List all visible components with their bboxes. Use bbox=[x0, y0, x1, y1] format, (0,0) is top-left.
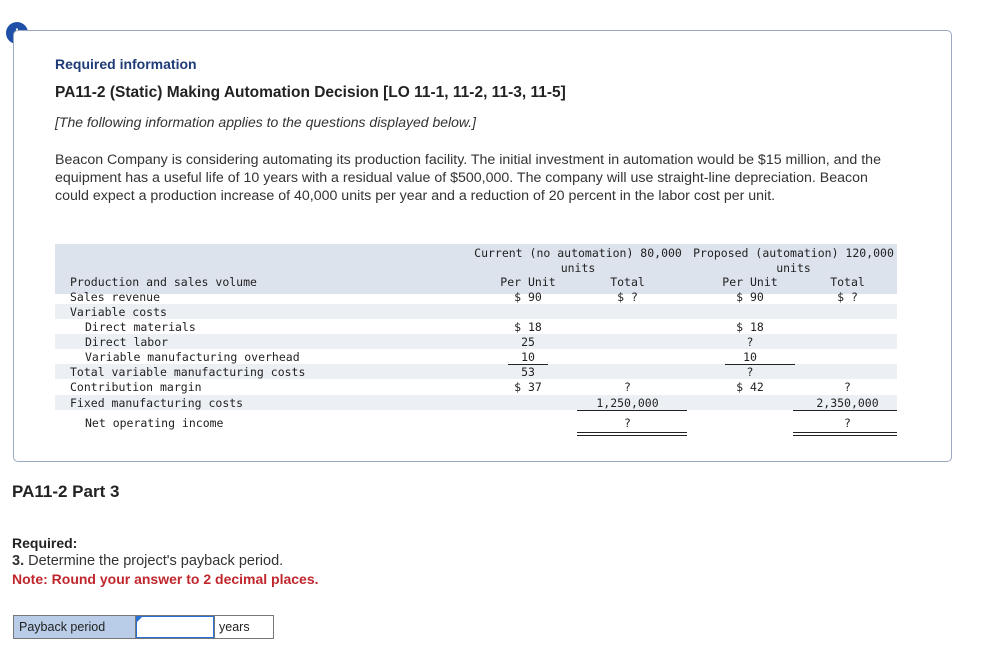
double-underline bbox=[577, 432, 687, 436]
vmo-current-per-unit: 10 bbox=[521, 350, 535, 364]
tvc-current-per-unit: 53 bbox=[521, 365, 535, 379]
row-label-net-operating-income: Net operating income bbox=[85, 416, 224, 430]
row-stripe bbox=[55, 304, 897, 319]
dm-proposed-per-unit: $ 18 bbox=[736, 320, 764, 334]
cm-proposed-total: ? bbox=[844, 380, 851, 394]
row-label-direct-labor: Direct labor bbox=[85, 335, 169, 349]
current-total-header: Total bbox=[610, 275, 645, 289]
required-info-heading: Required information bbox=[55, 56, 197, 72]
row-label-variable-overhead: Variable manufacturing overhead bbox=[85, 350, 300, 364]
sales-current-per-unit: $ 90 bbox=[514, 290, 542, 304]
proposed-per-unit-header: Per Unit bbox=[722, 275, 778, 289]
payback-period-input[interactable] bbox=[136, 616, 214, 638]
cm-current-total: ? bbox=[624, 380, 631, 394]
vmo-proposed-per-unit: 10 bbox=[743, 350, 757, 364]
fmc-proposed-total: 2,350,000 bbox=[816, 396, 879, 410]
payback-period-label: Payback period bbox=[14, 616, 136, 638]
dl-proposed-per-unit: ? bbox=[746, 335, 754, 349]
current-column-header: Current (no automation) 80,000 units bbox=[474, 246, 682, 275]
question-text: Determine the project's payback period. bbox=[28, 553, 284, 569]
current-per-unit-header: Per Unit bbox=[500, 275, 556, 289]
rounding-note: Note: Round your answer to 2 decimal places. bbox=[12, 571, 319, 587]
row-label-fixed-costs: Fixed manufacturing costs bbox=[70, 396, 244, 410]
input-flag-icon bbox=[136, 617, 142, 623]
noi-proposed-total: ? bbox=[844, 416, 851, 430]
answer-row bbox=[13, 615, 274, 639]
row-label-direct-materials: Direct materials bbox=[85, 320, 196, 334]
applies-note: [The following information applies to the questions displayed below.] bbox=[55, 114, 477, 130]
dl-current-per-unit: 25 bbox=[521, 335, 535, 349]
dm-current-per-unit: $ 18 bbox=[514, 320, 542, 334]
sales-proposed-per-unit: $ 90 bbox=[736, 290, 764, 304]
question-3 bbox=[12, 553, 283, 569]
noi-current-total: ? bbox=[624, 416, 631, 430]
double-underline bbox=[793, 432, 897, 436]
row-label-sales: Sales revenue bbox=[70, 290, 161, 304]
total-underline bbox=[793, 410, 897, 411]
cm-proposed-per-unit: $ 42 bbox=[736, 380, 764, 394]
sales-current-total: $ ? bbox=[617, 290, 638, 304]
sales-proposed-total: $ ? bbox=[837, 290, 858, 304]
proposed-total-header: Total bbox=[830, 275, 865, 289]
problem-intro: Beacon Company is considering automating its production facility. The initial investment in automation would be $15 million, and the equipment has a useful life of 10 years with a residual value of $500,000. The company will use straight-line depreciation. Beacon could expect a production increase of 40,000 units per year and a reduction of 20 percent in the labor cost per unit. bbox=[55, 152, 881, 204]
income-statement-table bbox=[55, 244, 897, 439]
row-label-volume: Production and sales volume bbox=[70, 275, 257, 289]
payback-period-unit: years bbox=[214, 616, 273, 638]
total-underline bbox=[577, 410, 687, 411]
proposed-column-header: Proposed (automation) 120,000 units bbox=[693, 246, 894, 275]
row-label-variable-costs: Variable costs bbox=[70, 305, 167, 319]
problem-title: PA11-2 (Static) Making Automation Decision [LO 11-1, 11-2, 11-3, 11-5] bbox=[55, 84, 566, 101]
required-label: Required: bbox=[12, 535, 78, 551]
tvc-proposed-per-unit: ? bbox=[746, 365, 754, 379]
row-label-contribution-margin: Contribution margin bbox=[70, 380, 202, 394]
row-label-total-variable-costs: Total variable manufacturing costs bbox=[70, 365, 306, 379]
question-number: 3. bbox=[12, 553, 25, 569]
fmc-current-total: 1,250,000 bbox=[596, 396, 659, 410]
part-title: PA11-2 Part 3 bbox=[12, 482, 120, 501]
cm-current-per-unit: $ 37 bbox=[514, 380, 542, 394]
